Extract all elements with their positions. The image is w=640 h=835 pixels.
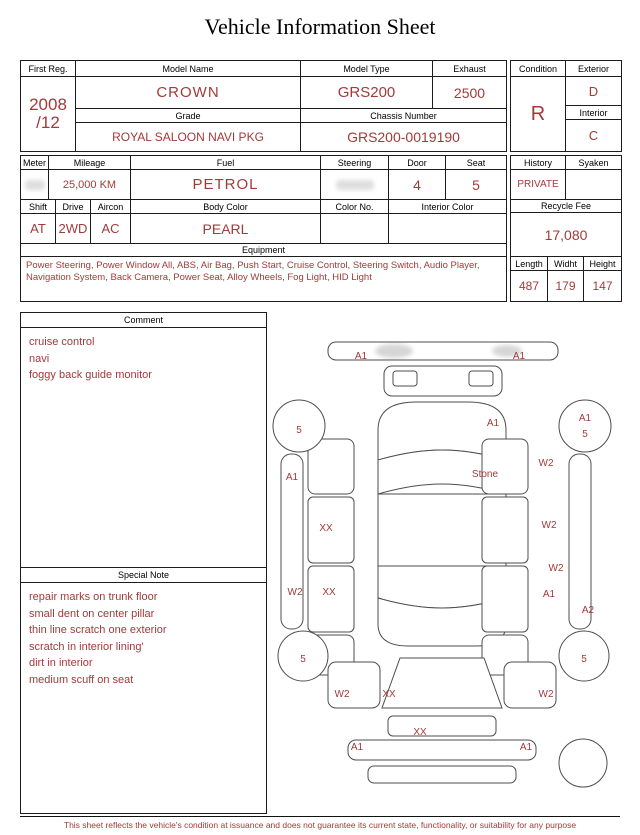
left-rear-quarter-shape xyxy=(328,662,380,708)
interior-color-value xyxy=(389,214,506,244)
damage-mark: A1 xyxy=(486,418,500,429)
page-title: Vehicle Information Sheet xyxy=(204,14,436,39)
syaken-value xyxy=(566,170,621,200)
special-note-line: medium scuff on seat xyxy=(29,673,134,686)
grade-header: Grade xyxy=(76,109,301,123)
height-header: Height xyxy=(584,257,621,271)
steering-header: Steering xyxy=(321,156,389,170)
comment-panel-body xyxy=(21,328,266,390)
recycle-fee-header: Recycle Fee xyxy=(511,200,621,213)
info-table xyxy=(20,60,507,152)
footer-disclaimer: This sheet reflects the vehicle's condition at issuance and does not guarantee its current state, functionality, or suitability for any purpose xyxy=(20,816,620,830)
car-diagram xyxy=(266,314,618,806)
condition-table xyxy=(510,60,622,152)
comment-panel-header: Comment xyxy=(21,313,266,328)
interior-grade-value: C xyxy=(588,128,599,143)
redacted-blur xyxy=(336,180,374,190)
condition-grade-value: R xyxy=(511,77,566,151)
rear-panel-shape xyxy=(388,716,496,736)
damage-mark: W2 xyxy=(287,587,303,598)
drive-value: 2WD xyxy=(56,214,91,244)
headlight-left-shape xyxy=(393,371,417,386)
damage-mark: 5 xyxy=(300,654,306,665)
redacted-blur xyxy=(25,180,45,190)
right-rear-quarter-shape xyxy=(504,662,556,708)
width-value: 179 xyxy=(548,271,584,301)
damage-mark: XX xyxy=(322,587,336,598)
meter-header: Meter xyxy=(21,156,49,170)
wheel-front-right xyxy=(559,400,611,452)
seat-value: 5 xyxy=(446,170,506,200)
exterior-grade-value: D xyxy=(566,77,621,106)
comment-line: foggy back guide monitor xyxy=(29,369,152,381)
headlight-right-shape xyxy=(469,371,493,386)
recycle-fee-value: 17,080 xyxy=(511,213,621,257)
mileage-value: 25,000 KM xyxy=(49,170,131,200)
interior-header: Interior xyxy=(566,106,621,120)
width-header: Widht xyxy=(548,257,584,271)
comment-line: navi xyxy=(29,352,50,365)
special-note-panel xyxy=(20,567,267,814)
color-no-value xyxy=(321,214,389,244)
damage-mark: W2 xyxy=(538,689,554,700)
steering-value-redacted xyxy=(321,170,389,200)
damage-mark: 5 xyxy=(582,429,588,440)
damage-mark: W2 xyxy=(548,563,564,574)
first-reg-month: /12 xyxy=(36,113,60,132)
damage-mark: 5 xyxy=(581,654,587,665)
comment-panel xyxy=(20,312,267,569)
syaken-header: Syaken xyxy=(566,156,621,170)
aircon-header: Aircon xyxy=(91,200,131,214)
color-no-header: Color No. xyxy=(321,200,389,214)
damage-mark: A2 xyxy=(581,605,595,616)
right-rear-door-shape xyxy=(482,566,528,632)
damage-mark: A1 xyxy=(519,742,533,753)
drive-header: Drive xyxy=(56,200,91,214)
damage-mark: XX xyxy=(382,689,396,700)
aircon-value: AC xyxy=(91,214,131,244)
first-reg-value xyxy=(21,77,76,151)
right-sill-shape xyxy=(569,454,591,629)
damage-mark: A1 xyxy=(578,413,592,424)
chassis-number-value: GRS200-0019190 xyxy=(347,129,460,145)
comment-line: cruise control xyxy=(29,336,95,348)
shift-header: Shift xyxy=(21,200,56,214)
left-rear-door-shape xyxy=(308,566,354,632)
special-note-line: scratch in interior lining' xyxy=(29,640,144,653)
length-value: 487 xyxy=(511,271,548,301)
shift-value: AT xyxy=(21,214,56,244)
model-name-value: CROWN xyxy=(76,77,301,109)
damage-mark: W2 xyxy=(541,520,557,531)
damage-mark: XX xyxy=(413,727,427,738)
special-note-panel-header: Special Note xyxy=(21,568,266,583)
equipment-header: Equipment xyxy=(21,244,506,257)
model-type-value: GRS200 xyxy=(301,77,433,109)
damage-mark: 5 xyxy=(296,425,302,436)
condition-header: Condition xyxy=(511,61,566,77)
damage-mark: W2 xyxy=(334,689,350,700)
meter-value-redacted xyxy=(21,170,49,200)
door-header: Door xyxy=(389,156,446,170)
chassis-number-header: Chassis Number xyxy=(301,109,506,123)
seat-header: Seat xyxy=(446,156,506,170)
fuel-value: PETROL xyxy=(131,170,321,200)
damage-mark: A1 xyxy=(285,472,299,483)
special-note-line: repair marks on trunk floor xyxy=(29,591,158,603)
damage-mark: A1 xyxy=(542,589,556,600)
damage-mark: Stone xyxy=(471,469,499,480)
grade-value: ROYAL SALOON NAVI PKG xyxy=(76,123,301,151)
lower-rear-trim-shape xyxy=(368,766,516,783)
special-note-line: small dent on center pillar xyxy=(29,607,155,620)
rear-glass-outer-shape xyxy=(382,658,502,708)
model-name-header: Model Name xyxy=(76,61,301,77)
blurred-stamp xyxy=(375,344,413,358)
interior-color-header: Interior Color xyxy=(389,200,506,214)
rear-bumper-shape xyxy=(348,740,536,760)
right-front-fender-shape xyxy=(482,439,528,494)
damage-mark: A1 xyxy=(350,742,364,753)
height-value: 147 xyxy=(592,279,613,293)
spare-tire xyxy=(559,739,607,787)
special-note-line: thin line scratch one exterior xyxy=(29,624,167,636)
left-front-fender-shape xyxy=(308,439,354,494)
fuel-header: Fuel xyxy=(131,156,321,170)
special-note-line: dirt in interior xyxy=(29,657,93,669)
body-color-header: Body Color xyxy=(131,200,321,214)
damage-mark: A1 xyxy=(512,351,526,362)
body-color-value: PEARL xyxy=(131,214,321,244)
special-note-panel-body xyxy=(21,583,266,694)
exhaust-value: 2500 xyxy=(433,77,506,109)
history-value: PRIVATE xyxy=(511,170,566,200)
damage-mark: A1 xyxy=(354,351,368,362)
damage-mark: XX xyxy=(319,523,333,534)
door-value: 4 xyxy=(389,170,446,200)
history-header: History xyxy=(511,156,566,170)
model-type-header: Model Type xyxy=(301,61,433,77)
exterior-header: Exterior xyxy=(566,61,621,77)
details-table xyxy=(20,155,507,302)
first-reg-year: 2008 xyxy=(29,94,67,114)
history-fee-dimensions-table xyxy=(510,155,622,302)
damage-mark: W2 xyxy=(538,458,554,469)
exhaust-header: Exhaust xyxy=(433,61,506,77)
equipment-value: Power Steering, Power Window All, ABS, Air Bag, Push Start, Cruise Control, Steering Switch, Audio Player, Navigation System, Back Camera, Power Seat, Alloy Wheels, Fog Light, HID Light xyxy=(26,260,480,284)
mileage-header: Mileage xyxy=(49,156,131,170)
right-front-door-shape xyxy=(482,497,528,563)
length-header: Length xyxy=(511,257,548,271)
first-reg-header: First Reg. xyxy=(21,61,76,77)
